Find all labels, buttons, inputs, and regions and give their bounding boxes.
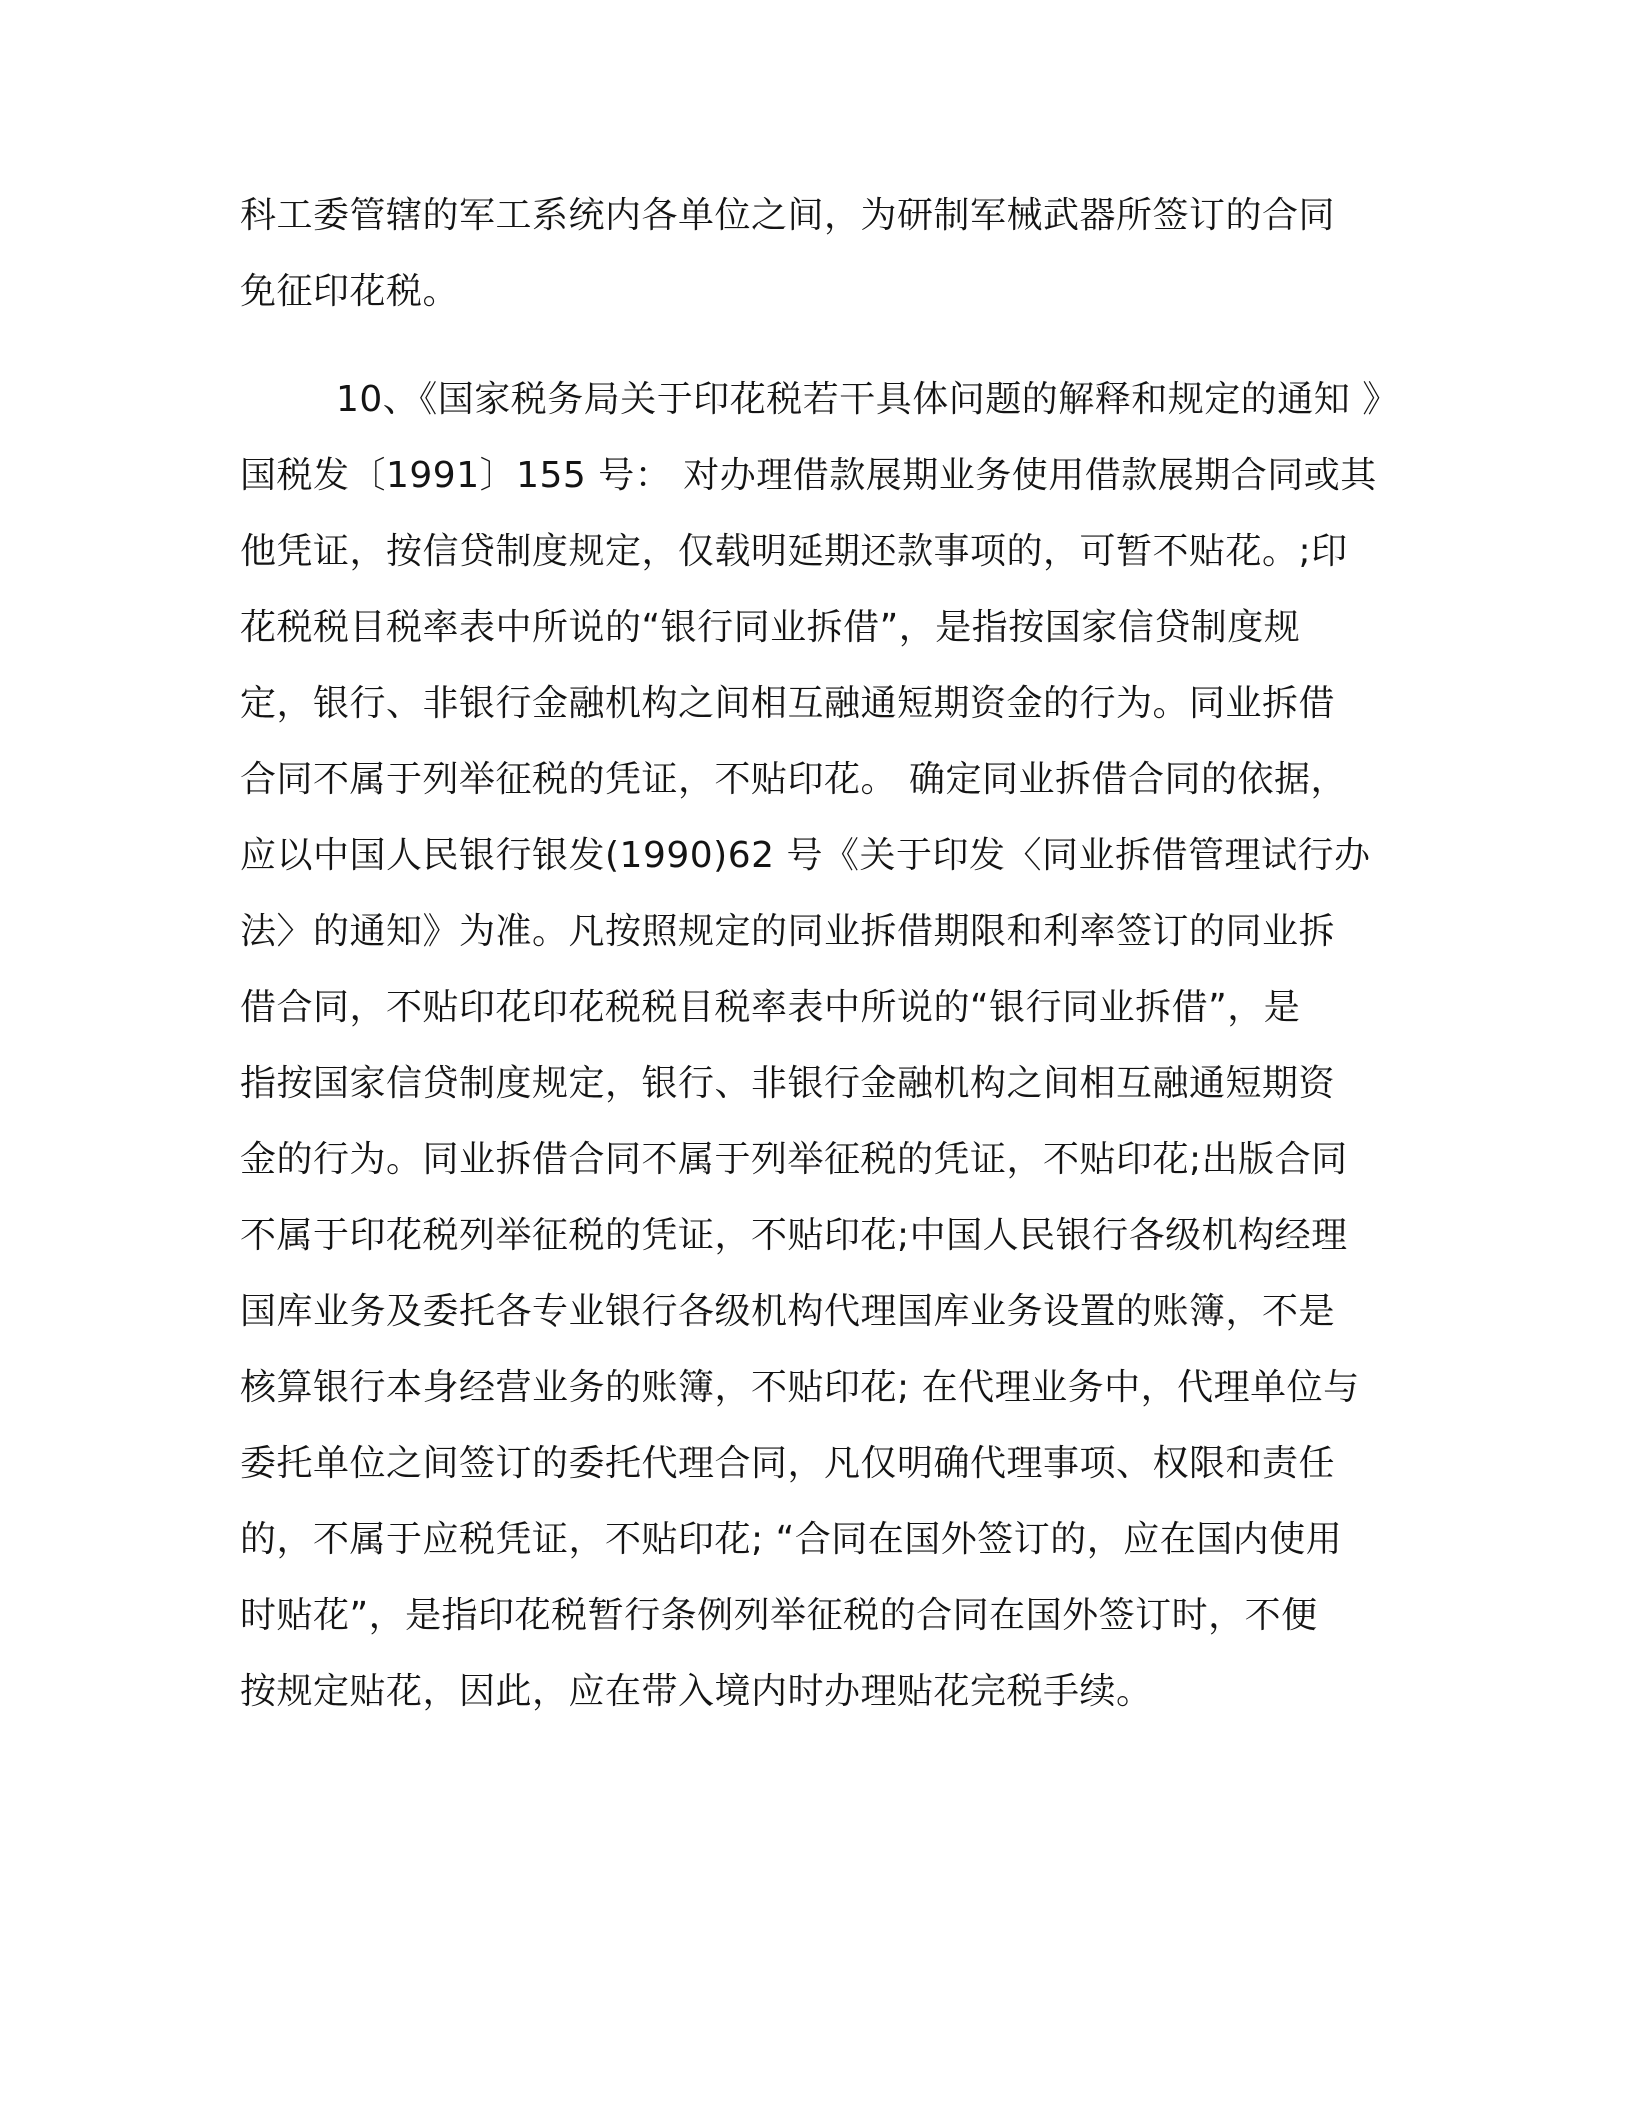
text-line: 科工委管辖的军工系统内各单位之间，为研制军械武器所签订的合同	[240, 195, 1336, 236]
text-line: 时贴花”，是指印花税暂行条例列举征税的合同在国外签订时，不便	[240, 1595, 1318, 1636]
text-line: 花税税目税率表中所说的“银行同业拆借”，是指按国家信贷制度规	[240, 607, 1301, 648]
paragraph-item-10	[240, 362, 1420, 1730]
text-line: 免征印花税。	[240, 271, 460, 312]
paragraph-military-contracts	[240, 178, 1420, 330]
text-line: 委托单位之间签订的委托代理合同，凡仅明确代理事项、权限和责任	[240, 1443, 1336, 1484]
text-line: 国库业务及委托各专业银行各级机构代理国库业务设置的账簿，不是	[240, 1291, 1336, 1332]
text-line: 金的行为。同业拆借合同不属于列举征税的凭证，不贴印花;出版合同	[240, 1139, 1348, 1180]
text-line: 的，不属于应税凭证，不贴印花; “合同在国外签订的，应在国内使用	[240, 1519, 1343, 1560]
text-line: 按规定贴花，因此，应在带入境内时办理贴花完税手续。	[240, 1671, 1153, 1712]
text-line: 合同不属于列举征税的凭证，不贴印花。 确定同业拆借合同的依据，	[240, 759, 1347, 800]
text-line: 核算银行本身经营业务的账簿，不贴印花; 在代理业务中，代理单位与	[240, 1367, 1360, 1408]
text-line: 指按国家信贷制度规定，银行、非银行金融机构之间相互融通短期资	[240, 1063, 1336, 1104]
text-line: 借合同，不贴印花印花税税目税率表中所说的“银行同业拆借”，是	[240, 987, 1301, 1028]
text-line: 法〉的通知》为准。凡按照规定的同业拆借期限和利率签订的同业拆	[240, 911, 1336, 952]
paragraph-heading-line: 10、《国家税务局关于印花税若干具体问题的解释和规定的通知 》	[336, 379, 1399, 420]
text-line: 国税发〔1991〕155 号： 对办理借款展期业务使用借款展期合同或其	[240, 455, 1377, 496]
text-line: 不属于印花税列举征税的凭证，不贴印花;中国人民银行各级机构经理	[240, 1215, 1348, 1256]
text-line: 定，银行、非银行金融机构之间相互融通短期资金的行为。同业拆借	[240, 683, 1336, 724]
text-line: 应以中国人民银行银发(1990)62 号《关于印发〈同业拆借管理试行办	[240, 835, 1371, 876]
text-line: 他凭证，按信贷制度规定，仅载明延期还款事项的，可暂不贴花。;印	[240, 531, 1348, 572]
